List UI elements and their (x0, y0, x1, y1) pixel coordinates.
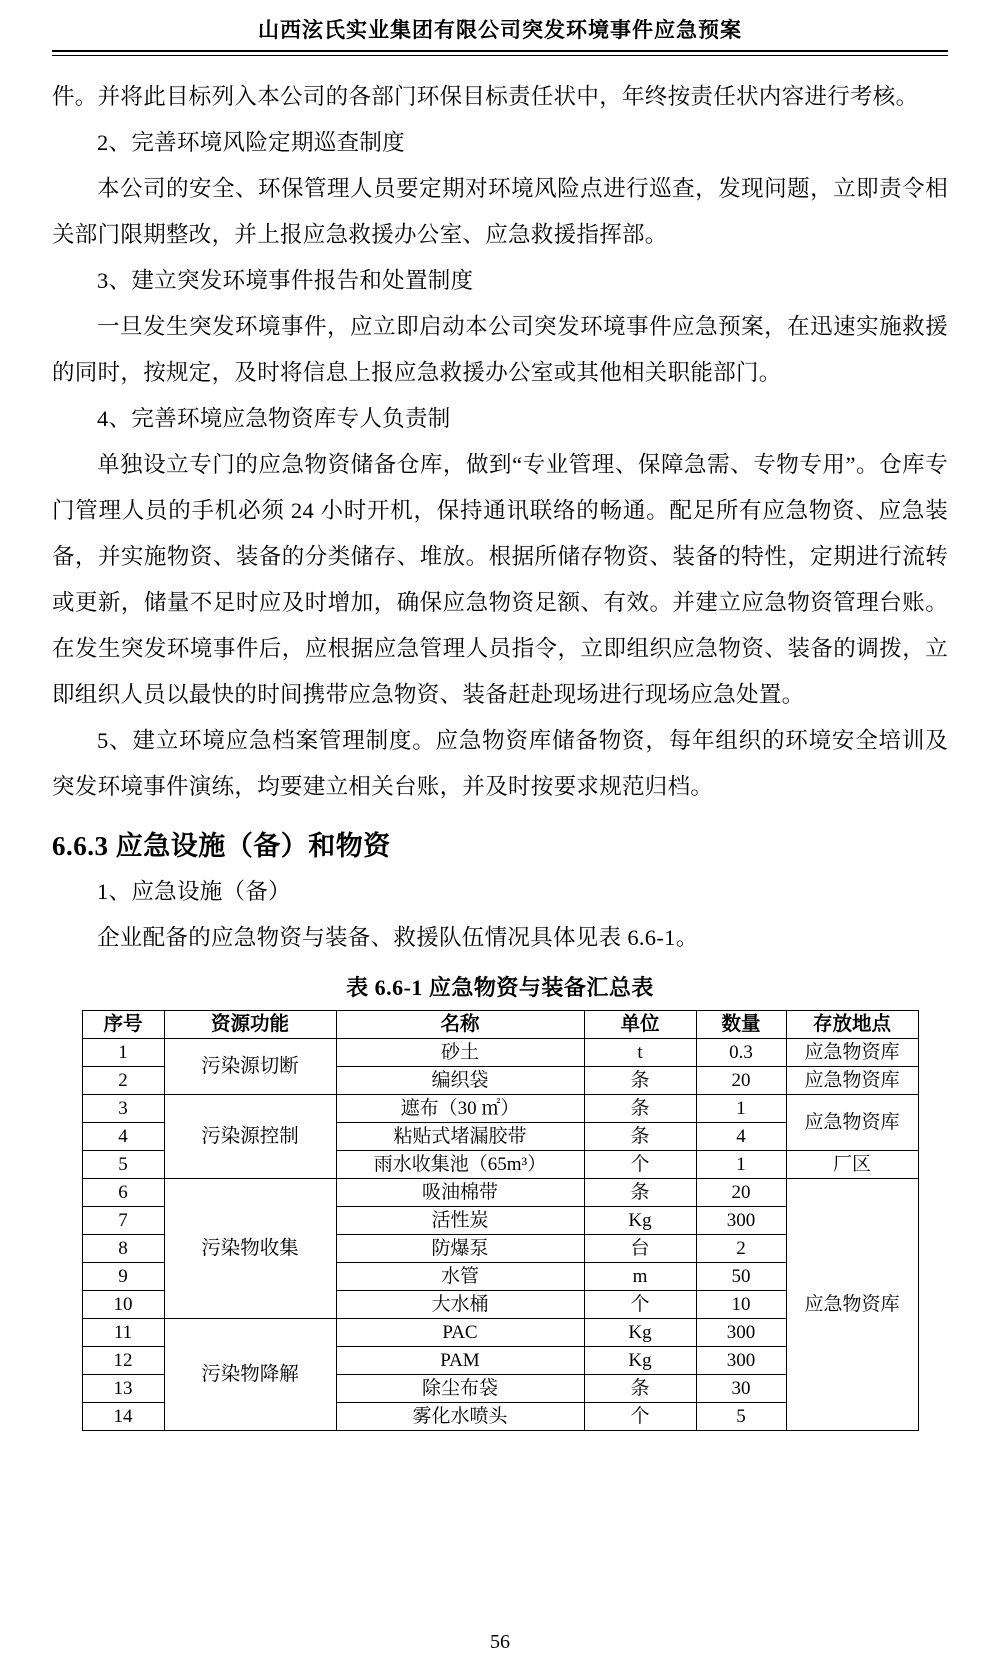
col-header-place: 存放地点 (786, 1011, 918, 1039)
paragraph-item-5: 5、建立环境应急档案管理制度。应急物资库储备物资，每年组织的环境安全培训及突发环境事件演练，均要建立相关台账，并及时按要求规范归档。 (52, 728, 948, 799)
cell-name: 雾化水喷头 (336, 1403, 584, 1431)
cell-no: 8 (82, 1235, 164, 1263)
cell-place: 应急物资库 (786, 1179, 918, 1431)
cell-name: 大水桶 (336, 1291, 584, 1319)
paragraph-item-4-text: 单独设立专门的应急物资储备仓库，做到“专业管理、保障急需、专物专用”。仓库专门管理人员的手机必须 24 小时开机，保持通讯联络的畅通。配足所有应急物资、应急装备，并实施物资、装备的分类储存、堆放。根据所储存物资、装备的特性，定期进行流转或更新，储量不足时应及时增加，确保应急物资足额、有效。并建立应急物资管理台账。在发生突发环境事件后，应根据应急管理人员指令，立即组织应急物资、装备的调拨，立即组织人员以最快的时间携带应急物资、装备赶赴现场进行现场应急处置。 (52, 452, 948, 707)
paragraph-continued: 件。并将此目标列入本公司的各部门环保目标责任状中，年终按责任状内容进行考核。 (52, 84, 919, 109)
cell-qty: 2 (696, 1235, 786, 1263)
cell-function: 污染源切断 (164, 1039, 336, 1095)
cell-name: 活性炭 (336, 1207, 584, 1235)
cell-qty: 1 (696, 1095, 786, 1123)
cell-no: 10 (82, 1291, 164, 1319)
cell-no: 13 (82, 1375, 164, 1403)
cell-function: 污染物收集 (164, 1179, 336, 1319)
col-header-unit: 单位 (584, 1011, 696, 1039)
table-row (82, 1095, 918, 1123)
col-header-function: 资源功能 (164, 1011, 336, 1039)
cell-unit: 条 (584, 1067, 696, 1095)
cell-no: 7 (82, 1207, 164, 1235)
cell-name: 吸油棉带 (336, 1179, 584, 1207)
cell-name: 除尘布袋 (336, 1375, 584, 1403)
cell-no: 12 (82, 1347, 164, 1375)
cell-name: PAM (336, 1347, 584, 1375)
cell-unit: 条 (584, 1123, 696, 1151)
cell-qty: 300 (696, 1207, 786, 1235)
cell-qty: 300 (696, 1347, 786, 1375)
cell-unit: 台 (584, 1235, 696, 1263)
col-header-qty: 数量 (696, 1011, 786, 1039)
cell-unit: Kg (584, 1319, 696, 1347)
paragraph-item-2-text: 本公司的安全、环保管理人员要定期对环境风险点进行巡查，发现问题，立即责令相关部门限期整改，并上报应急救援办公室、应急救援指挥部。 (52, 176, 948, 247)
cell-qty: 10 (696, 1291, 786, 1319)
document-body (52, 74, 948, 810)
cell-unit: Kg (584, 1347, 696, 1375)
cell-no: 9 (82, 1263, 164, 1291)
col-header-no: 序号 (82, 1011, 164, 1039)
page-header-title: 山西泫氏实业集团有限公司突发环境事件应急预案 (258, 18, 742, 42)
cell-unit: 条 (584, 1179, 696, 1207)
cell-unit: 个 (584, 1291, 696, 1319)
cell-unit: 条 (584, 1095, 696, 1123)
cell-function: 污染源控制 (164, 1095, 336, 1179)
cell-name: 雨水收集池（65m³） (336, 1151, 584, 1179)
cell-name: 遮布（30 ㎡） (336, 1095, 584, 1123)
table-caption: 表 6.6-1 应急物资与装备汇总表 (346, 975, 654, 1000)
cell-name: 粘贴式堵漏胶带 (336, 1123, 584, 1151)
cell-name: 防爆泵 (336, 1235, 584, 1263)
paragraph-item-4: 4、完善环境应急物资库专人负责制 (97, 406, 451, 431)
section-body (52, 869, 948, 961)
cell-qty: 5 (696, 1403, 786, 1431)
cell-unit: m (584, 1263, 696, 1291)
col-header-name: 名称 (336, 1011, 584, 1039)
cell-no: 2 (82, 1067, 164, 1095)
cell-qty: 20 (696, 1179, 786, 1207)
cell-qty: 1 (696, 1151, 786, 1179)
paragraph-item-3-text: 一旦发生突发环境事件，应立即启动本公司突发环境事件应急预案，在迅速实施救援的同时，按规定，及时将信息上报应急救援办公室或其他相关职能部门。 (52, 314, 948, 385)
cell-name: 砂土 (336, 1039, 584, 1067)
cell-qty: 0.3 (696, 1039, 786, 1067)
cell-function: 污染物降解 (164, 1319, 336, 1431)
cell-name: PAC (336, 1319, 584, 1347)
cell-place: 应急物资库 (786, 1039, 918, 1067)
cell-unit: t (584, 1039, 696, 1067)
cell-no: 1 (82, 1039, 164, 1067)
cell-qty: 50 (696, 1263, 786, 1291)
table-header-row (82, 1011, 918, 1039)
cell-unit: Kg (584, 1207, 696, 1235)
cell-qty: 4 (696, 1123, 786, 1151)
cell-qty: 30 (696, 1375, 786, 1403)
section-heading-663: 6.6.3 应急设施（备）和物资 (52, 831, 391, 861)
cell-qty: 20 (696, 1067, 786, 1095)
page-number: 56 (490, 1631, 510, 1653)
table-row (82, 1179, 918, 1207)
cell-place: 厂区 (786, 1151, 918, 1179)
cell-unit: 条 (584, 1375, 696, 1403)
cell-unit: 个 (584, 1151, 696, 1179)
paragraph-item-2: 2、完善环境风险定期巡查制度 (97, 130, 405, 155)
cell-qty: 300 (696, 1319, 786, 1347)
cell-no: 3 (82, 1095, 164, 1123)
cell-place: 应急物资库 (786, 1067, 918, 1095)
cell-name: 编织袋 (336, 1067, 584, 1095)
paragraph-item-3: 3、建立突发环境事件报告和处置制度 (97, 268, 474, 293)
sub-item-1: 1、应急设施（备） (97, 879, 291, 904)
header-divider (52, 50, 948, 56)
cell-unit: 个 (584, 1403, 696, 1431)
cell-place: 应急物资库 (786, 1095, 918, 1151)
emergency-supplies-table (82, 1010, 919, 1431)
cell-no: 4 (82, 1123, 164, 1151)
sub-paragraph-1: 企业配备的应急物资与装备、救援队伍情况具体见表 6.6-1。 (97, 925, 699, 950)
table-row (82, 1039, 918, 1067)
cell-no: 11 (82, 1319, 164, 1347)
cell-no: 5 (82, 1151, 164, 1179)
cell-no: 6 (82, 1179, 164, 1207)
cell-name: 水管 (336, 1263, 584, 1291)
cell-no: 14 (82, 1403, 164, 1431)
